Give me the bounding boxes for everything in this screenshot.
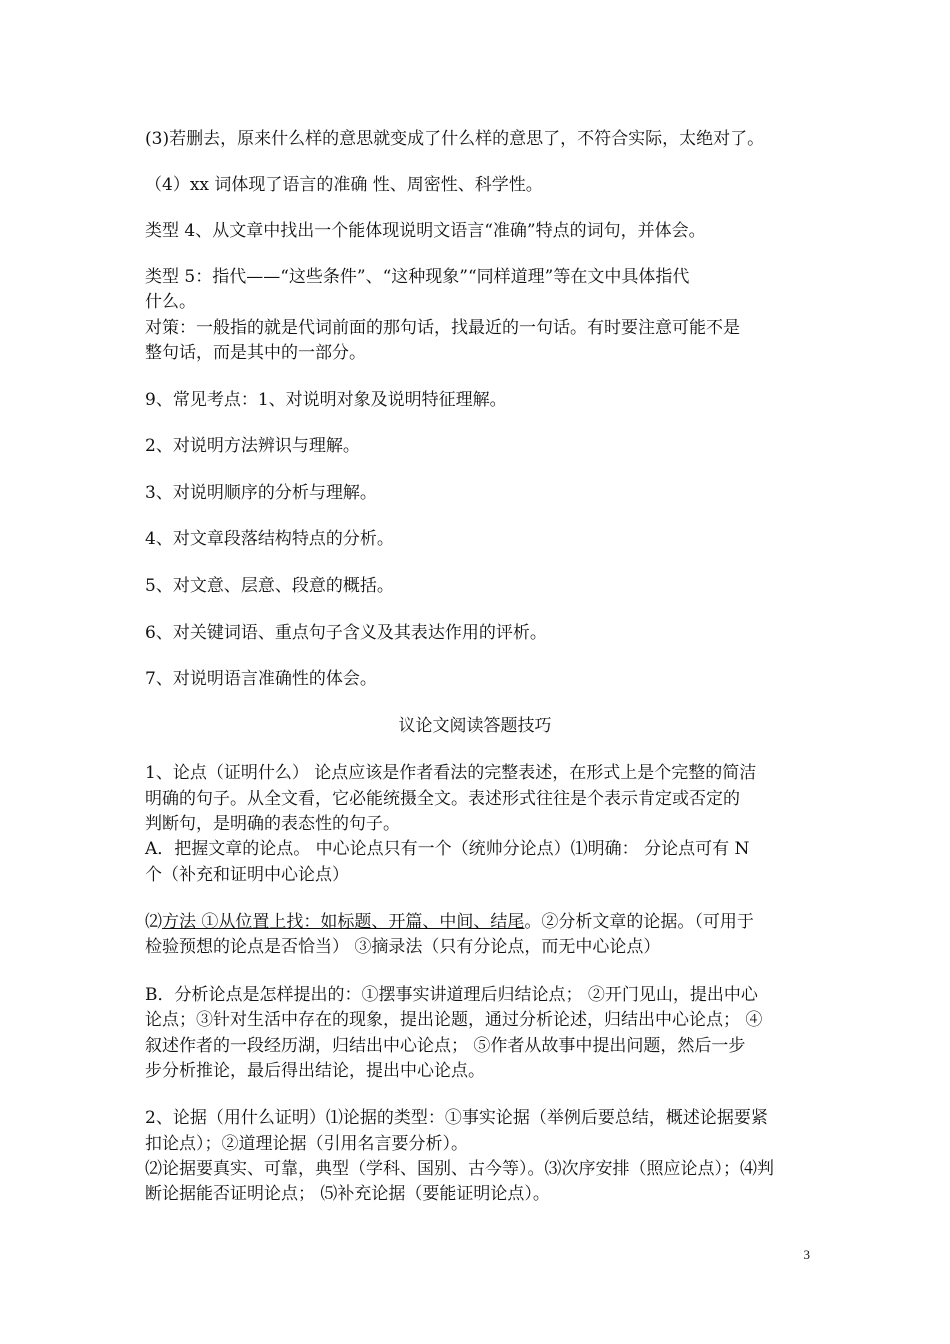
text-line: 2、对说明方法辨识与理解。 (145, 436, 360, 456)
page-number: 3 (803, 1247, 810, 1262)
text-line: （4）xx 词体现了语言的准确 性、周密性、科学性。 (145, 175, 543, 195)
text-line: 1、论点（证明什么） 论点应该是作者看法的完整表述，在形式上是个完整的简洁 (145, 763, 757, 783)
text-line: 判断句，是明确的表态性的句子。 (145, 814, 400, 834)
text-line: 5、对文意、层意、段意的概括。 (145, 576, 394, 596)
text-line: 检验预想的论点是否恰当） ③摘录法（只有分论点，而无中心论点） (145, 937, 661, 957)
text-line: 6、对关键词语、重点句子含义及其表达作用的评析。 (145, 623, 547, 643)
text-line (145, 911, 754, 933)
text-line: 个（补充和证明中心论点） (145, 865, 349, 885)
text-line: 9、常见考点：1、对说明对象及说明特征理解。 (145, 390, 507, 410)
text-prefix: ⑵ (145, 912, 162, 932)
text-line: 7、对说明语言准确性的体会。 (145, 669, 377, 689)
text-line: 2、论据（用什么证明）⑴论据的类型：①事实论据（举例后要总结，概述论据要紧 (145, 1108, 768, 1128)
text-line: 断论据能否证明论点； ⑸补充论据（要能证明论点）。 (145, 1184, 550, 1204)
text-line: 扣论点）；②道理论据（引用名言要分析）。 (145, 1134, 468, 1154)
text-line: 3、对说明顺序的分析与理解。 (145, 483, 377, 503)
text-line: A．把握文章的论点。 中心论点只有一个（统帅分论点）⑴明确： 分论点可有 N (145, 839, 750, 859)
text-line: (3)若删去，原来什么样的意思就变成了什么样的意思了，不符合实际，太绝对了。 (145, 129, 765, 149)
text-line: ⑵论据要真实、可靠，典型（学科、国别、古今等）。⑶次序安排（照应论点）；⑷判 (145, 1159, 774, 1179)
text-line: B．分析论点是怎样提出的：①摆事实讲道理后归结论点； ②开门见山，提出中心 (145, 985, 758, 1005)
text-line: 论点；③针对生活中存在的现象，提出论题，通过分析论述，归结出中心论点； ④ (145, 1010, 763, 1030)
text-line: 类型 5：指代——“这些条件”、“这种现象”“同样道理”等在文中具体指代 (145, 267, 690, 287)
text-line: 什么。 (145, 292, 196, 312)
text-line: 步分析推论，最后得出结论，提出中心论点。 (145, 1061, 485, 1081)
text-line: 叙述作者的一段经历湖，归结出中心论点； ⑤作者从故事中提出问题，然后一步 (145, 1036, 746, 1056)
text-line: 对策：一般指的就是代词前面的那句话，找最近的一句话。有时要注意可能不是 (145, 318, 740, 338)
underlined-text: 方法 ①从位置上找：如标题、开篇、中间、结尾 (162, 912, 525, 932)
section-heading: 议论文阅读答题技巧 (398, 716, 552, 736)
text-line: 明确的句子。从全文看，它必能统摄全文。表述形式往往是个表示肯定或否定的 (145, 789, 740, 809)
text-line: 类型 4、从文章中找出一个能体现说明文语言“准确”特点的词句，并体会。 (145, 221, 706, 241)
text-line: 整句话，而是其中的一部分。 (145, 343, 366, 363)
text-rest: 。②分析文章的论据。（可用于 (524, 912, 754, 932)
text-line: 4、对文章段落结构特点的分析。 (145, 529, 394, 549)
